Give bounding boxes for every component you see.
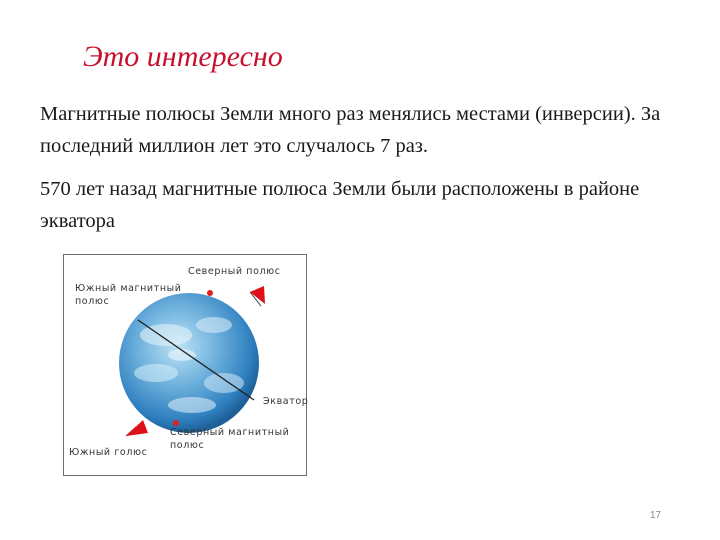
south-magnetic-pole-marker (207, 290, 213, 296)
south-magnetic-pole-label: Южный магнитный полюс (75, 283, 182, 307)
north-magnetic-pole-label: Северный магнитный полюс (170, 427, 290, 451)
equator-label: Экватор (263, 396, 309, 407)
paragraph-equator: 570 лет назад магнитные полюса Земли были расположены в районе экватора (40, 178, 640, 232)
globe-figure (63, 254, 307, 476)
paragraph-inversions: Магнитные полюсы Земли много раз менялись местами (инверсии). За последний миллион лет это случалось 7 раз. (40, 103, 661, 157)
page-number: 17 (650, 510, 662, 521)
north-pole-flag (250, 286, 265, 306)
north-pole-label: Северный полюс (188, 266, 281, 277)
slide-title: Это интересно (83, 40, 283, 73)
south-pole-flag (126, 420, 148, 436)
south-pole-label: Южный голюс (69, 447, 148, 458)
